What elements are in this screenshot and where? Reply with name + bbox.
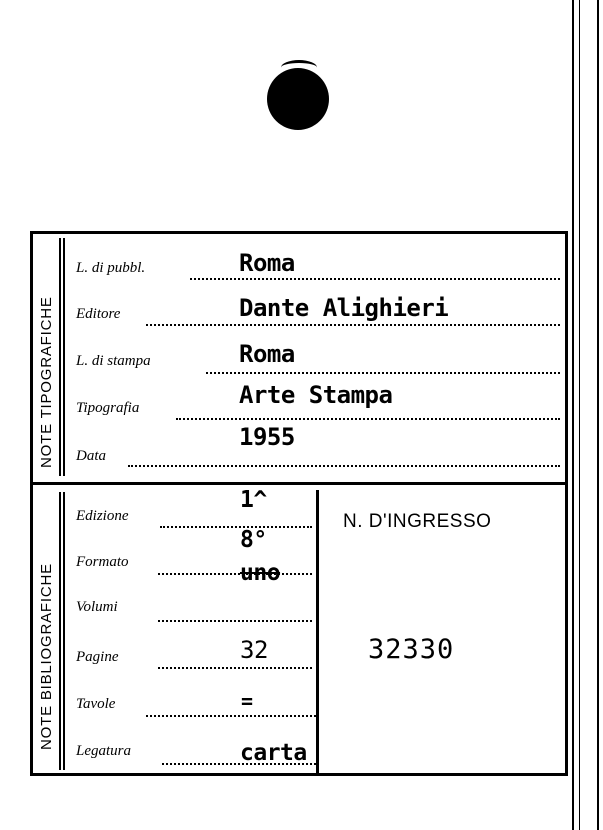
field-value-legatura: carta <box>240 740 307 766</box>
field-value-luogo-pubblicazione: Roma <box>239 249 295 277</box>
field-value-tavole: = <box>241 689 253 713</box>
field-label-pagine: Pagine <box>76 649 119 665</box>
field-label-tipografia: Tipografia <box>76 400 140 416</box>
field-value-tipografia: Arte Stampa <box>239 381 393 409</box>
field-label-formato: Formato <box>76 554 129 570</box>
field-line <box>176 418 560 420</box>
field-value-data: 1955 <box>239 423 295 451</box>
ingresso-divider <box>316 490 319 773</box>
section-label-bibliografiche: NOTE BIBLIOGRAFICHE <box>38 563 55 750</box>
field-line <box>158 667 312 669</box>
field-label-luogo-stampa: L. di stampa <box>76 353 151 369</box>
field-label-luogo-pubblicazione: L. di pubbl. <box>76 260 146 276</box>
field-value-volumi: uno <box>240 560 281 586</box>
field-label-editore: Editore <box>76 306 121 322</box>
field-value-luogo-stampa: Roma <box>239 340 295 368</box>
section-divider <box>33 482 566 485</box>
card-edge-line <box>579 0 580 830</box>
section-label-tipografiche: NOTE TIPOGRAFICHE <box>38 296 55 468</box>
field-line <box>158 620 312 622</box>
field-line <box>146 715 316 717</box>
field-value-editore: Dante Alighieri <box>239 294 449 322</box>
side-rule <box>59 238 61 476</box>
field-value-edizione: 1^ <box>240 487 267 513</box>
punch-hole <box>267 68 329 130</box>
field-line <box>128 465 560 467</box>
side-rule <box>63 492 65 770</box>
field-value-pagine: 32 <box>240 636 268 664</box>
field-line <box>206 372 560 374</box>
field-line <box>190 278 560 280</box>
field-label-volumi: Volumi <box>76 599 118 615</box>
ingresso-number: 32330 <box>368 634 455 665</box>
card-edge-line <box>572 0 574 830</box>
field-label-tavole: Tavole <box>76 696 116 712</box>
card-edge-line <box>597 0 599 830</box>
side-rule <box>59 492 61 770</box>
field-line <box>158 573 312 575</box>
side-rule <box>63 238 65 476</box>
field-label-data: Data <box>76 448 106 464</box>
field-line <box>160 526 312 528</box>
field-label-legatura: Legatura <box>76 743 132 759</box>
field-label-edizione: Edizione <box>76 508 129 524</box>
field-value-formato: 8° <box>240 527 267 553</box>
field-line <box>146 324 560 326</box>
ingresso-label: N. D'INGRESSO <box>343 511 492 532</box>
